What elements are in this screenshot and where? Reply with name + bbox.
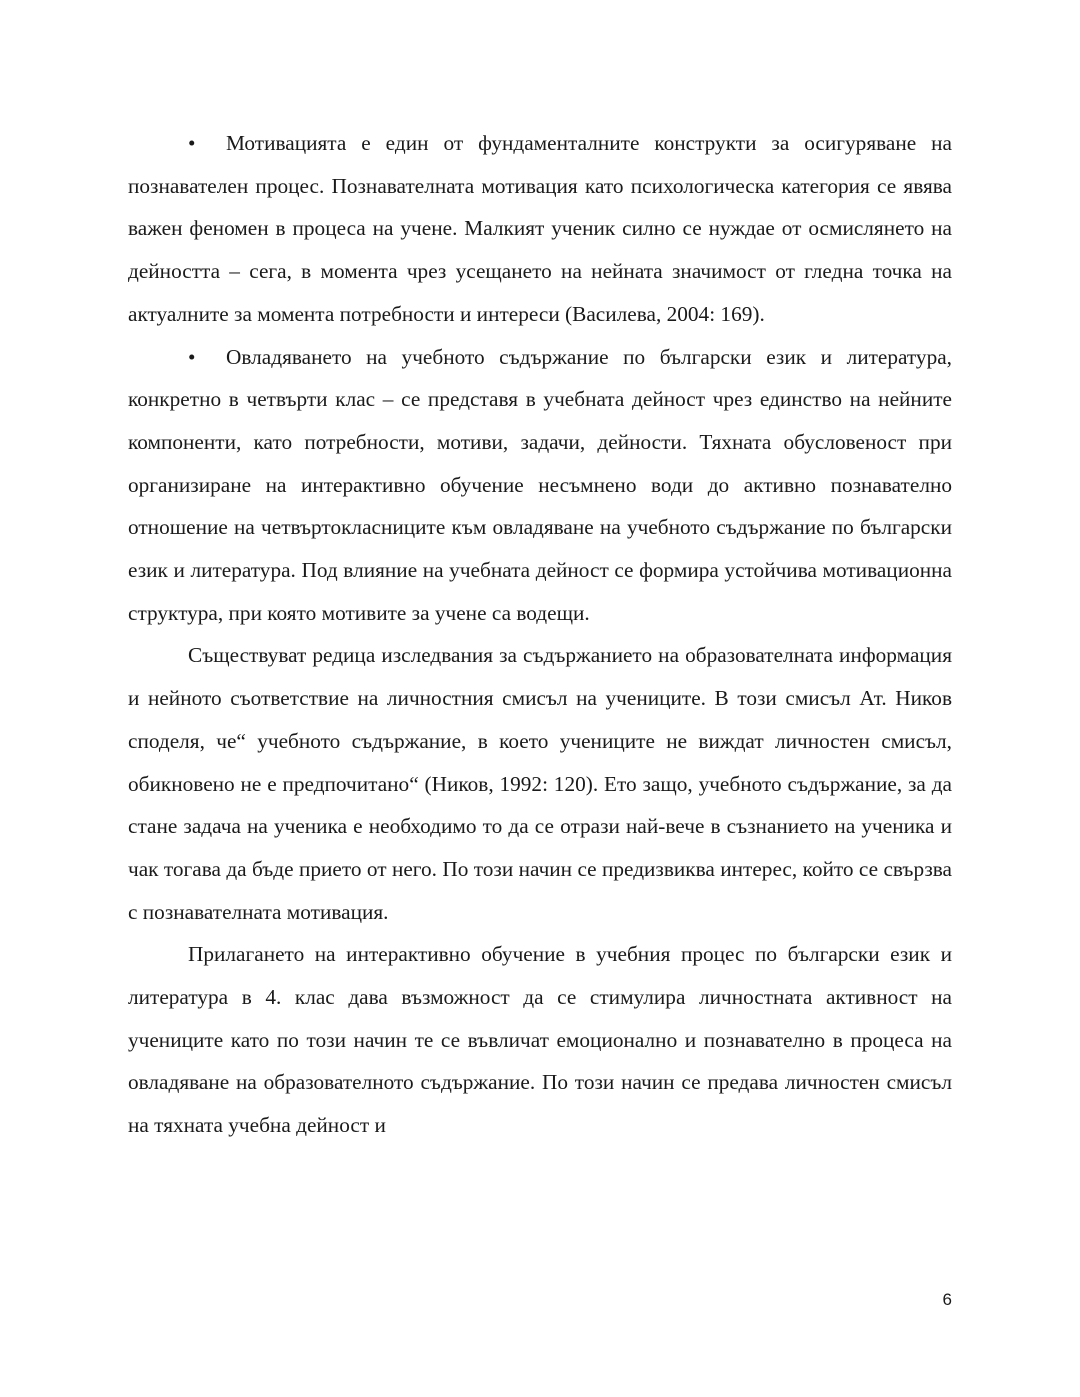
page-number: 6 [942,1290,952,1309]
bullet-icon: • [188,131,196,155]
document-body [128,122,952,1147]
paragraph-text: Съществуват редица изследвания за съдържанието на образователната информация и нейното съответствие на личностния смисъл на учениците. В този смисъл Ат. Ников споделя, че“ учебното съдържание, в което учениците не виждат личностен смисъл, обикновено не е предпочитано“ (Ников, 1992: 120). Ето защо, учебното съдържание, за да стане задача на ученика е необходимо то да се отрази най-вече в съзнанието на ученика и чак тогава да бъде прието от него. По този начин се предизвиква интерес, който се свързва с познавателната мотивация. [128,643,952,924]
bullet-icon: • [188,344,196,369]
paragraph-text: Прилагането на интерактивно обучение в учебния процес по български език и литература в 4. клас дава възможност да се стимулира личностната активност на учениците като по този начин те се въвличат емоционално и познавателно в процеса на овладяване на образователното съдържание. По този начин се предава личностен смисъл на тяхната учебна дейност и [128,942,952,1138]
paragraph-text: Мотивацията е един от фундаменталните конструкти за осигуряване на познавателен процес. Познавателната мотивация като психологическа категория се явява важен феномен в процеса на учене. Малкият ученик силно се нуждае от осмислянето на дейността – сега, в момента чрез усещането на нейната значимост от гледна точка на актуалните за момента потребности и интереси (Василева, 2004: 169). [128,131,952,326]
paragraph-research [128,634,952,933]
paragraph-content-mastery [128,336,952,635]
paragraph-interactive-learning [128,933,952,1147]
paragraph-motivation [128,122,952,336]
paragraph-text: Овладяването на учебното съдържание по български език и литература, конкретно в четвърти клас – се представя в учебната дейност чрез единство на нейните компоненти, като потребности, мотиви, задачи, дейности. Тяхната обусловеност при организиране на интерактивно обучение несъмнено води до активно познавателно отношение на четвъртокласниците към овладяване на учебното съдържание по български език и литература. Под влияние на учебната дейност се формира устойчива мотивационна структура, при която мотивите за учене са водещи. [128,344,952,625]
